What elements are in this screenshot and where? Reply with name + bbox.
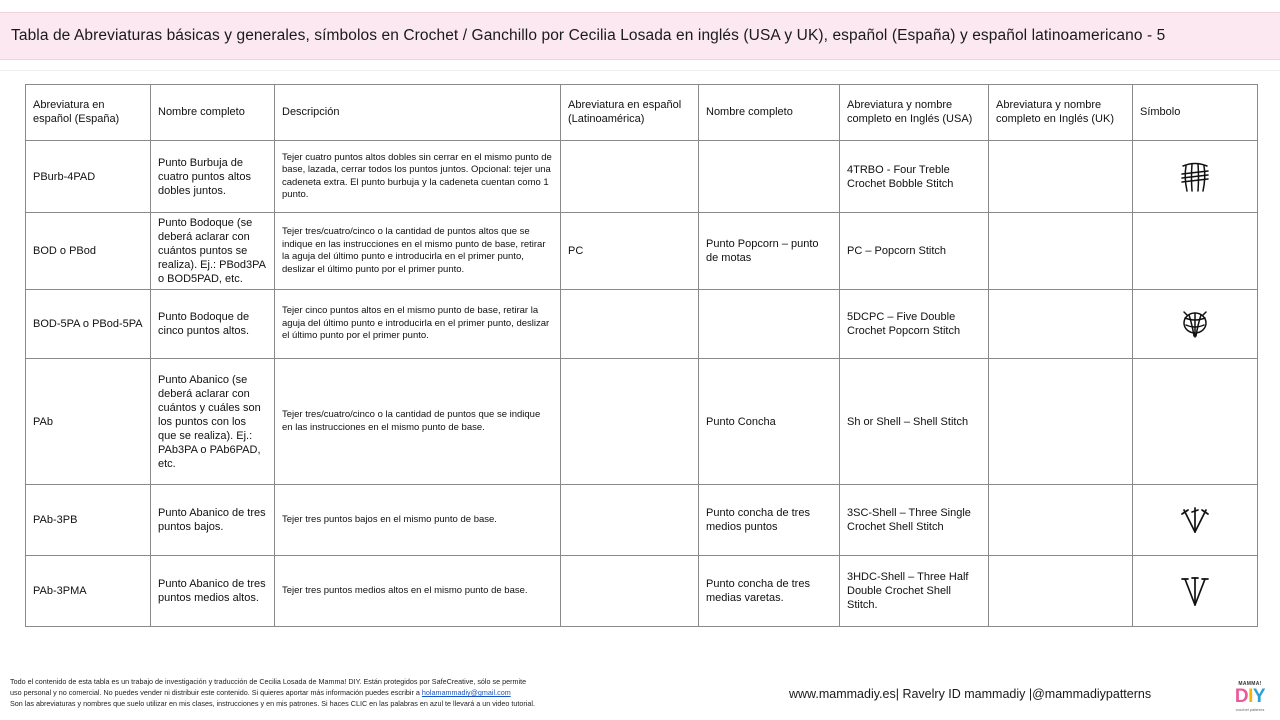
cell-abbr-es: PAb-3PB: [26, 485, 151, 556]
cell-name-es: Punto Bodoque de cinco puntos altos.: [151, 290, 275, 359]
cell-abbr-es: BOD-5PA o PBod-5PA: [26, 290, 151, 359]
cell-name-es: Punto Abanico (se deberá aclarar con cuántos y cuáles son los puntos con los que se realiza). Ej.: PAb3PA o PAb6PAD, etc.: [151, 359, 275, 485]
page-title: Tabla de Abreviaturas básicas y generales, símbolos en Crochet / Ganchillo por Cecilia Losada en inglés (USA y UK), español (España) y español latinoamericano - 5: [11, 27, 1166, 44]
cell-abbr-latam: [561, 556, 699, 627]
cell-symbol: [1133, 141, 1258, 213]
cell-symbol: [1133, 290, 1258, 359]
copyright-line-1: Todo el contenido de esta tabla es un trabajo de investigación y traducción de Cecilia Losada de Mamma! DIY. Están protegidos por SafeCreative, sólo se permite: [10, 677, 527, 686]
header-description: Descripción: [275, 85, 561, 141]
cell-name-es: Punto Bodoque (se deberá aclarar con cuántos puntos se realiza). Ej.: PBod3PA o BOD5PAD, etc.: [151, 213, 275, 290]
cell-symbol: [1133, 556, 1258, 627]
cell-abbr-latam: [561, 141, 699, 213]
header-abbr-es: Abreviatura en español (España): [26, 85, 151, 141]
cell-abbr-es: PBurb-4PAD: [26, 141, 151, 213]
mammadiy-logo: [1232, 679, 1268, 713]
cell-us: 4TRBO - Four Treble Crochet Bobble Stitch: [840, 141, 989, 213]
cell-name-latam: [699, 141, 840, 213]
cell-us: 3SC-Shell – Three Single Crochet Shell Stitch: [840, 485, 989, 556]
copyright-line-2-text: uso personal y no comercial. No puedes vender ni distribuir este contenido. Si quieres aportar más información puedes escribir a: [10, 688, 422, 697]
cell-uk: [989, 213, 1133, 290]
abbreviation-table: [25, 84, 1258, 627]
cell-description: Tejer cuatro puntos altos dobles sin cerrar en el mismo punto de base, lazada, cerrar todos los puntos juntos. Opcional: tejer una cadeneta extra. El punto burbuja y la cadeneta cuentan como 1 punto.: [275, 141, 561, 213]
cell-description: Tejer tres puntos medios altos en el mismo punto de base.: [275, 556, 561, 627]
header-uk: Abreviatura y nombre completo en Inglés (UK): [989, 85, 1133, 141]
cell-name-latam: Punto concha de tres medias varetas.: [699, 556, 840, 627]
cell-abbr-latam: PC: [561, 213, 699, 290]
header-symbol: Símbolo: [1133, 85, 1258, 141]
divider: [0, 70, 1280, 71]
cell-us: 5DCPC – Five Double Crochet Popcorn Stitch: [840, 290, 989, 359]
cell-uk: [989, 485, 1133, 556]
cell-name-es: Punto Abanico de tres puntos medios altos.: [151, 556, 275, 627]
cell-uk: [989, 556, 1133, 627]
copyright-line-2: [10, 687, 770, 698]
header-name-es: Nombre completo: [151, 85, 275, 141]
cell-us: 3HDC-Shell – Three Half Double Crochet Shell Stitch.: [840, 556, 989, 627]
copyright-note: [10, 676, 770, 709]
logo-top-text: MAMMA!: [1238, 680, 1262, 687]
logo-letter: Y: [1252, 685, 1266, 707]
cell-description: Tejer tres puntos bajos en el mismo punto de base.: [275, 485, 561, 556]
cell-name-es: Punto Burbuja de cuatro puntos altos dobles juntos.: [151, 141, 275, 213]
cell-symbol: [1133, 359, 1258, 485]
cell-description: Tejer tres/cuatro/cinco o la cantidad de puntos que se indique en las instrucciones en el mismo punto de base.: [275, 359, 561, 485]
header-abbr-latam: Abreviatura en español (Latinoamérica): [561, 85, 699, 141]
email-link[interactable]: holamammadiy@gmail.com: [421, 688, 511, 697]
logo-sub-text: crochet patterns: [1235, 706, 1265, 712]
header-us: Abreviatura y nombre completo en Inglés (USA): [840, 85, 989, 141]
cell-uk: [989, 359, 1133, 485]
cell-abbr-latam: [561, 359, 699, 485]
cell-name-latam: Punto Concha: [699, 359, 840, 485]
popcorn-5dc-icon: [1179, 307, 1211, 341]
cell-name-latam: Punto concha de tres medios puntos: [699, 485, 840, 556]
cell-name-latam: [699, 290, 840, 359]
cell-description: Tejer cinco puntos altos en el mismo punto de base, retirar la aguja del último punto e introducirla en el primer punto, deslizar el último punto por el primer punto.: [275, 290, 561, 359]
cell-abbr-es: BOD o PBod: [26, 213, 151, 290]
title-bar: [0, 12, 1280, 60]
table-row: [26, 556, 1258, 627]
cell-symbol: [1133, 485, 1258, 556]
cell-us: PC – Popcorn Stitch: [840, 213, 989, 290]
logo-main-text: [1235, 687, 1265, 707]
table-row: [26, 359, 1258, 485]
table-row: [26, 485, 1258, 556]
shell-3hdc-icon: [1179, 573, 1211, 609]
bobble-4tr-icon: [1178, 160, 1212, 194]
cell-symbol: [1133, 213, 1258, 290]
copyright-line-3: Son las abreviaturas y nombres que suelo utilizar en mis clases, instrucciones y en mis patrones. Si haces CLIC en las palabras en azul te llevará a un video tutorial.: [10, 699, 535, 708]
logo-letter: I: [1248, 685, 1253, 707]
table-header-row: [26, 85, 1258, 141]
table-row: [26, 213, 1258, 290]
header-name-latam: Nombre completo: [699, 85, 840, 141]
cell-us: Sh or Shell – Shell Stitch: [840, 359, 989, 485]
cell-name-es: Punto Abanico de tres puntos bajos.: [151, 485, 275, 556]
cell-abbr-es: PAb: [26, 359, 151, 485]
logo-letter: D: [1234, 685, 1249, 707]
table-row: [26, 290, 1258, 359]
cell-abbr-latam: [561, 485, 699, 556]
shell-3sc-icon: [1179, 504, 1211, 536]
table-row: [26, 141, 1258, 213]
social-links[interactable]: www.mammadiy.es| Ravelry ID mammadiy |@mammadiypatterns: [789, 687, 1152, 701]
cell-uk: [989, 290, 1133, 359]
cell-abbr-es: PAb-3PMA: [26, 556, 151, 627]
cell-uk: [989, 141, 1133, 213]
cell-name-latam: Punto Popcorn – punto de motas: [699, 213, 840, 290]
cell-abbr-latam: [561, 290, 699, 359]
cell-description: Tejer tres/cuatro/cinco o la cantidad de puntos altos que se indique en las instrucciones en el mismo punto de base, retirar la aguja del último punto e introducirla en el primer punto, deslizar el último punto por el primer punto.: [275, 213, 561, 290]
